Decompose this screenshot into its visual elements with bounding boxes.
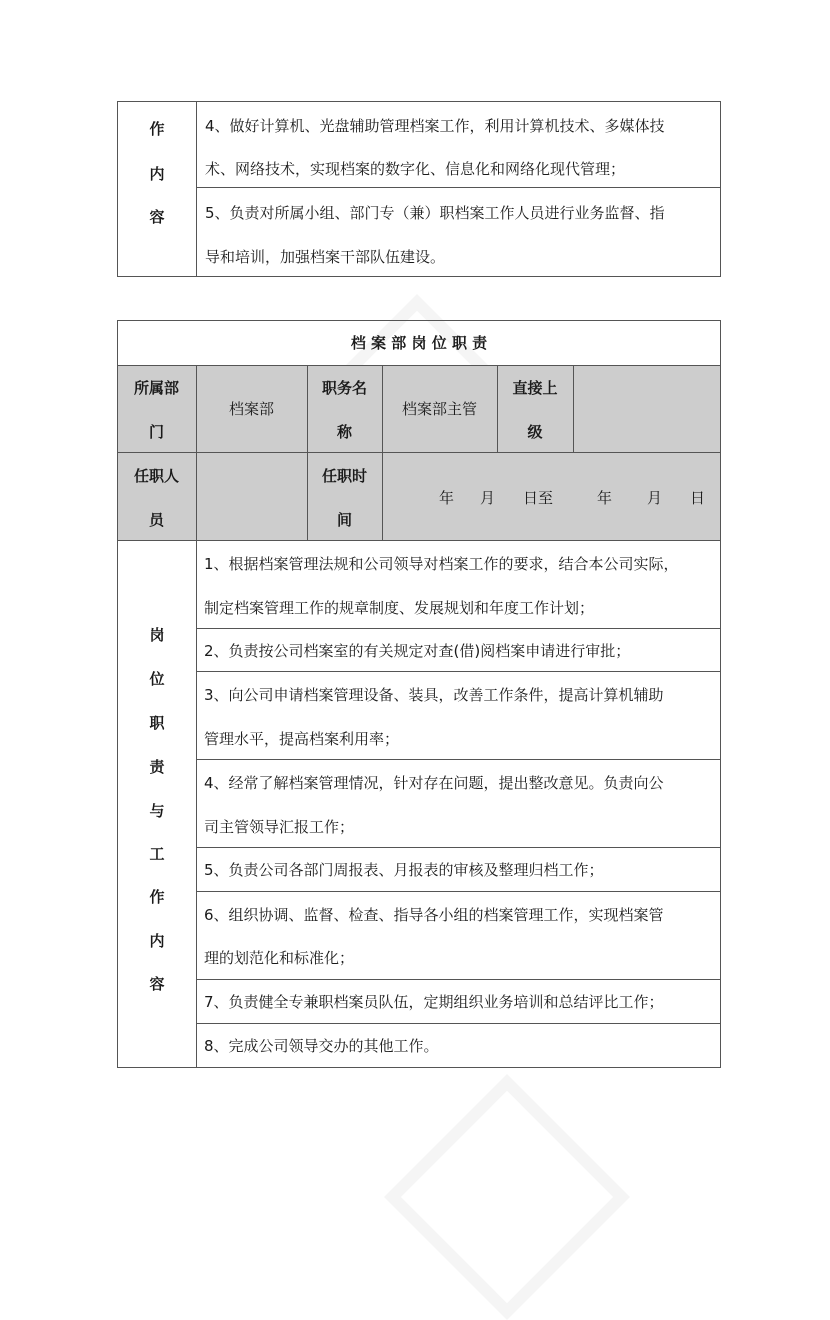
duty-line: 5、负责公司各部门周报表、月报表的审核及整理归档工作；: [204, 861, 604, 879]
supervisor-label: 级: [527, 423, 543, 441]
duties-label-char: 工: [149, 845, 165, 863]
top-label-char: 容: [149, 208, 165, 226]
duty-line: 3、向公司申请档案管理设备、装具，改善工作条件，提高计算机辅助: [204, 686, 664, 704]
duty-line: 6、组织协调、监督、检查、指导各小组的档案管理工作，实现档案管: [204, 906, 664, 924]
duty-line: 理的划范化和标准化；: [204, 949, 355, 967]
duties-label-char: 容: [149, 975, 165, 993]
duties-label-char: 作: [149, 888, 165, 906]
duties-label-char: 位: [149, 670, 165, 688]
top-duty-line: 4、做好计算机、光盘辅助管理档案工作，利用计算机技术、多媒体技: [205, 117, 665, 135]
duties-label-char: 职: [149, 714, 165, 732]
term-year-start: 年: [439, 489, 455, 507]
staff-label: 员: [148, 511, 164, 529]
duties-label-char: 与: [149, 802, 165, 820]
duty-line: 1、根据档案管理法规和公司领导对档案工作的要求，结合本公司实际，: [204, 555, 679, 573]
duty-line: 2、负责按公司档案室的有关规定对查(借)阅档案申请进行审批；: [204, 642, 631, 660]
duty-line: 8、完成公司领导交办的其他工作。: [204, 1037, 439, 1055]
table-title: 档 案 部 岗 位 职 责: [350, 334, 488, 352]
position-label: 职务名: [321, 379, 367, 397]
top-duty-line: 术、网络技术，实现档案的数字化、信息化和网络化现代管理；: [205, 160, 626, 178]
duty-line: 7、负责健全专兼职档案员队伍，定期组织业务培训和总结评比工作；: [204, 993, 664, 1011]
duties-label-char: 岗: [149, 626, 165, 644]
duty-line: 司主管领导汇报工作；: [204, 818, 355, 836]
top-duty-line: 5、负责对所属小组、部门专（兼）职档案工作人员进行业务监督、指: [205, 204, 665, 222]
position-value: 档案部主管: [401, 400, 477, 418]
duty-line: 4、经常了解档案管理情况，针对存在问题，提出整改意见。负责向公: [204, 774, 664, 792]
duty-line: 管理水平，提高档案利用率；: [204, 730, 400, 748]
dept-label: 所属部: [133, 379, 179, 397]
staff-label: 任职人: [133, 467, 179, 485]
term-month-end: 月: [647, 489, 663, 507]
top-label-char: 作: [149, 120, 165, 138]
watermark-shape: [384, 1074, 630, 1320]
term-month-start: 月: [480, 489, 496, 507]
duty-line: 制定档案管理工作的规章制度、发展规划和年度工作计划；: [204, 599, 595, 617]
top-label-char: 内: [149, 165, 165, 183]
term-label: 任职时: [321, 467, 367, 485]
duties-label-char: 责: [149, 758, 165, 776]
term-day-to: 日至: [523, 489, 554, 507]
term-year-end: 年: [597, 489, 613, 507]
term-day-end: 日: [690, 489, 706, 507]
supervisor-label: 直接上: [512, 379, 558, 397]
dept-value: 档案部: [228, 400, 274, 418]
dept-label: 门: [148, 423, 164, 441]
duties-label-char: 内: [149, 932, 165, 950]
top-duty-line: 导和培训，加强档案干部队伍建设。: [205, 248, 446, 266]
position-label: 称: [336, 423, 352, 441]
term-label: 间: [336, 511, 352, 529]
